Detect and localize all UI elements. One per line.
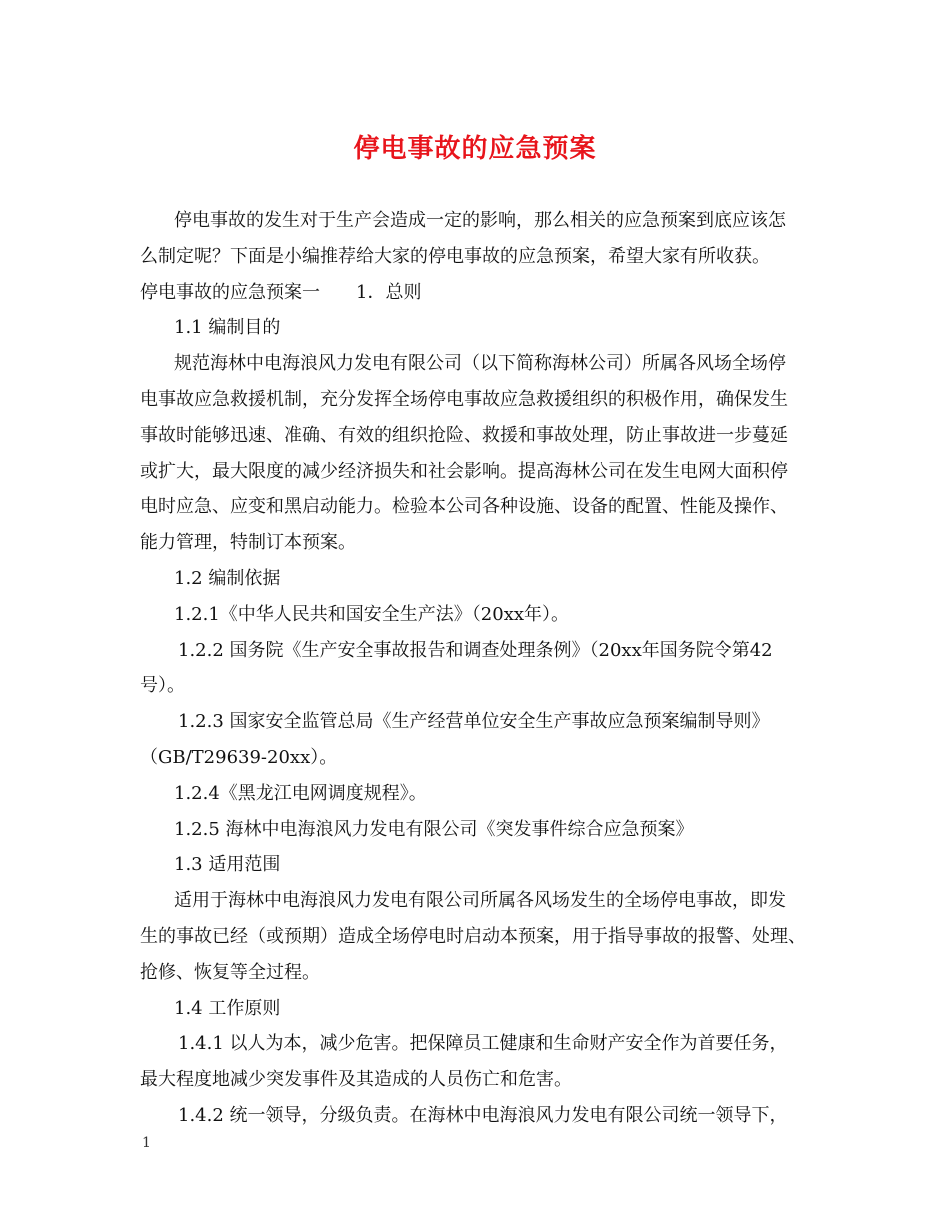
heading-1-3: 1.3 适用范围 — [174, 854, 281, 876]
document-body — [140, 203, 824, 1134]
heading-1-1: 1.1 编制目的 — [174, 317, 281, 339]
paragraph-line: 1.4.2 统一领导，分级负责。在海林中电海浪风力发电有限公司统一领导下， — [178, 1104, 788, 1126]
document-title: 停电事故的应急预案 — [353, 134, 597, 164]
heading-1-2: 1.2 编制依据 — [174, 567, 281, 589]
page-number: 1 — [142, 1135, 151, 1151]
paragraph-line: 或扩大，最大限度的减少经济损失和社会影响。提高海林公司在发生电网大面积停 — [140, 460, 788, 482]
heading-1-4: 1.4 工作原则 — [174, 997, 281, 1019]
section-line — [140, 275, 824, 311]
paragraph-line: 能力管理，特制订本预案。 — [140, 532, 356, 554]
paragraph-line: 事故时能够迅速、准确、有效的组织抢险、救援和事故处理，防止事故进一步蔓延 — [140, 424, 788, 446]
paragraph-line: 规范海林中电海浪风力发电有限公司（以下简称海林公司）所属各风场全场停 — [174, 353, 786, 375]
paragraph-line: 电时应急、应变和黑启动能力。检验本公司各种设施、设备的配置、性能及操作、 — [140, 496, 788, 518]
paragraph-line: 生的事故已经（或预期）造成全场停电时启动本预案，用于指导事故的报警、处理、 — [140, 925, 806, 947]
paragraph-line: 停电事故的发生对于生产会造成一定的影响，那么相关的应急预案到底应该怎 — [174, 210, 786, 231]
paragraph-line: 1.2.4《黑龙江电网调度规程》。 — [174, 782, 427, 804]
paragraph-line: （GB/T29639-20xx）。 — [140, 746, 338, 768]
paragraph-line: 1.4.1 以人为本，减少危害。把保障员工健康和生命财产安全作为首要任务， — [178, 1033, 788, 1055]
paragraph-line: 电事故应急救援机制，充分发挥全场停电事故应急救援组织的积极作用，确保发生 — [140, 388, 788, 410]
paragraph-line: 么制定呢？下面是小编推荐给大家的停电事故的应急预案，希望大家有所收获。 — [140, 245, 770, 267]
paragraph-line: 1.2.2 国务院《生产安全事故报告和调查处理条例》（20xx年国务院令第42 — [178, 639, 773, 661]
paragraph-line: 1.2.3 国家安全监管总局《生产经营单位安全生产事故应急预案编制导则》 — [178, 711, 770, 733]
paragraph-line: 号）。 — [140, 675, 185, 697]
paragraph-line: 1.2.1《中华人民共和国安全生产法》（20xx年）。 — [174, 603, 570, 625]
paragraph-line: 抢修、恢复等全过程。 — [140, 961, 320, 983]
paragraph-line: 最大程度地减少突发事件及其造成的人员伤亡和危害。 — [140, 1069, 572, 1091]
section-heading: 1．总则 — [356, 281, 422, 303]
paragraph-line: 1.2.5 海林中电海浪风力发电有限公司《突发事件综合应急预案》 — [174, 818, 694, 840]
section-label: 停电事故的应急预案一 — [140, 281, 320, 303]
paragraph-line: 适用于海林中电海浪风力发电有限公司所属各风场发生的全场停电事故，即发 — [174, 890, 786, 912]
